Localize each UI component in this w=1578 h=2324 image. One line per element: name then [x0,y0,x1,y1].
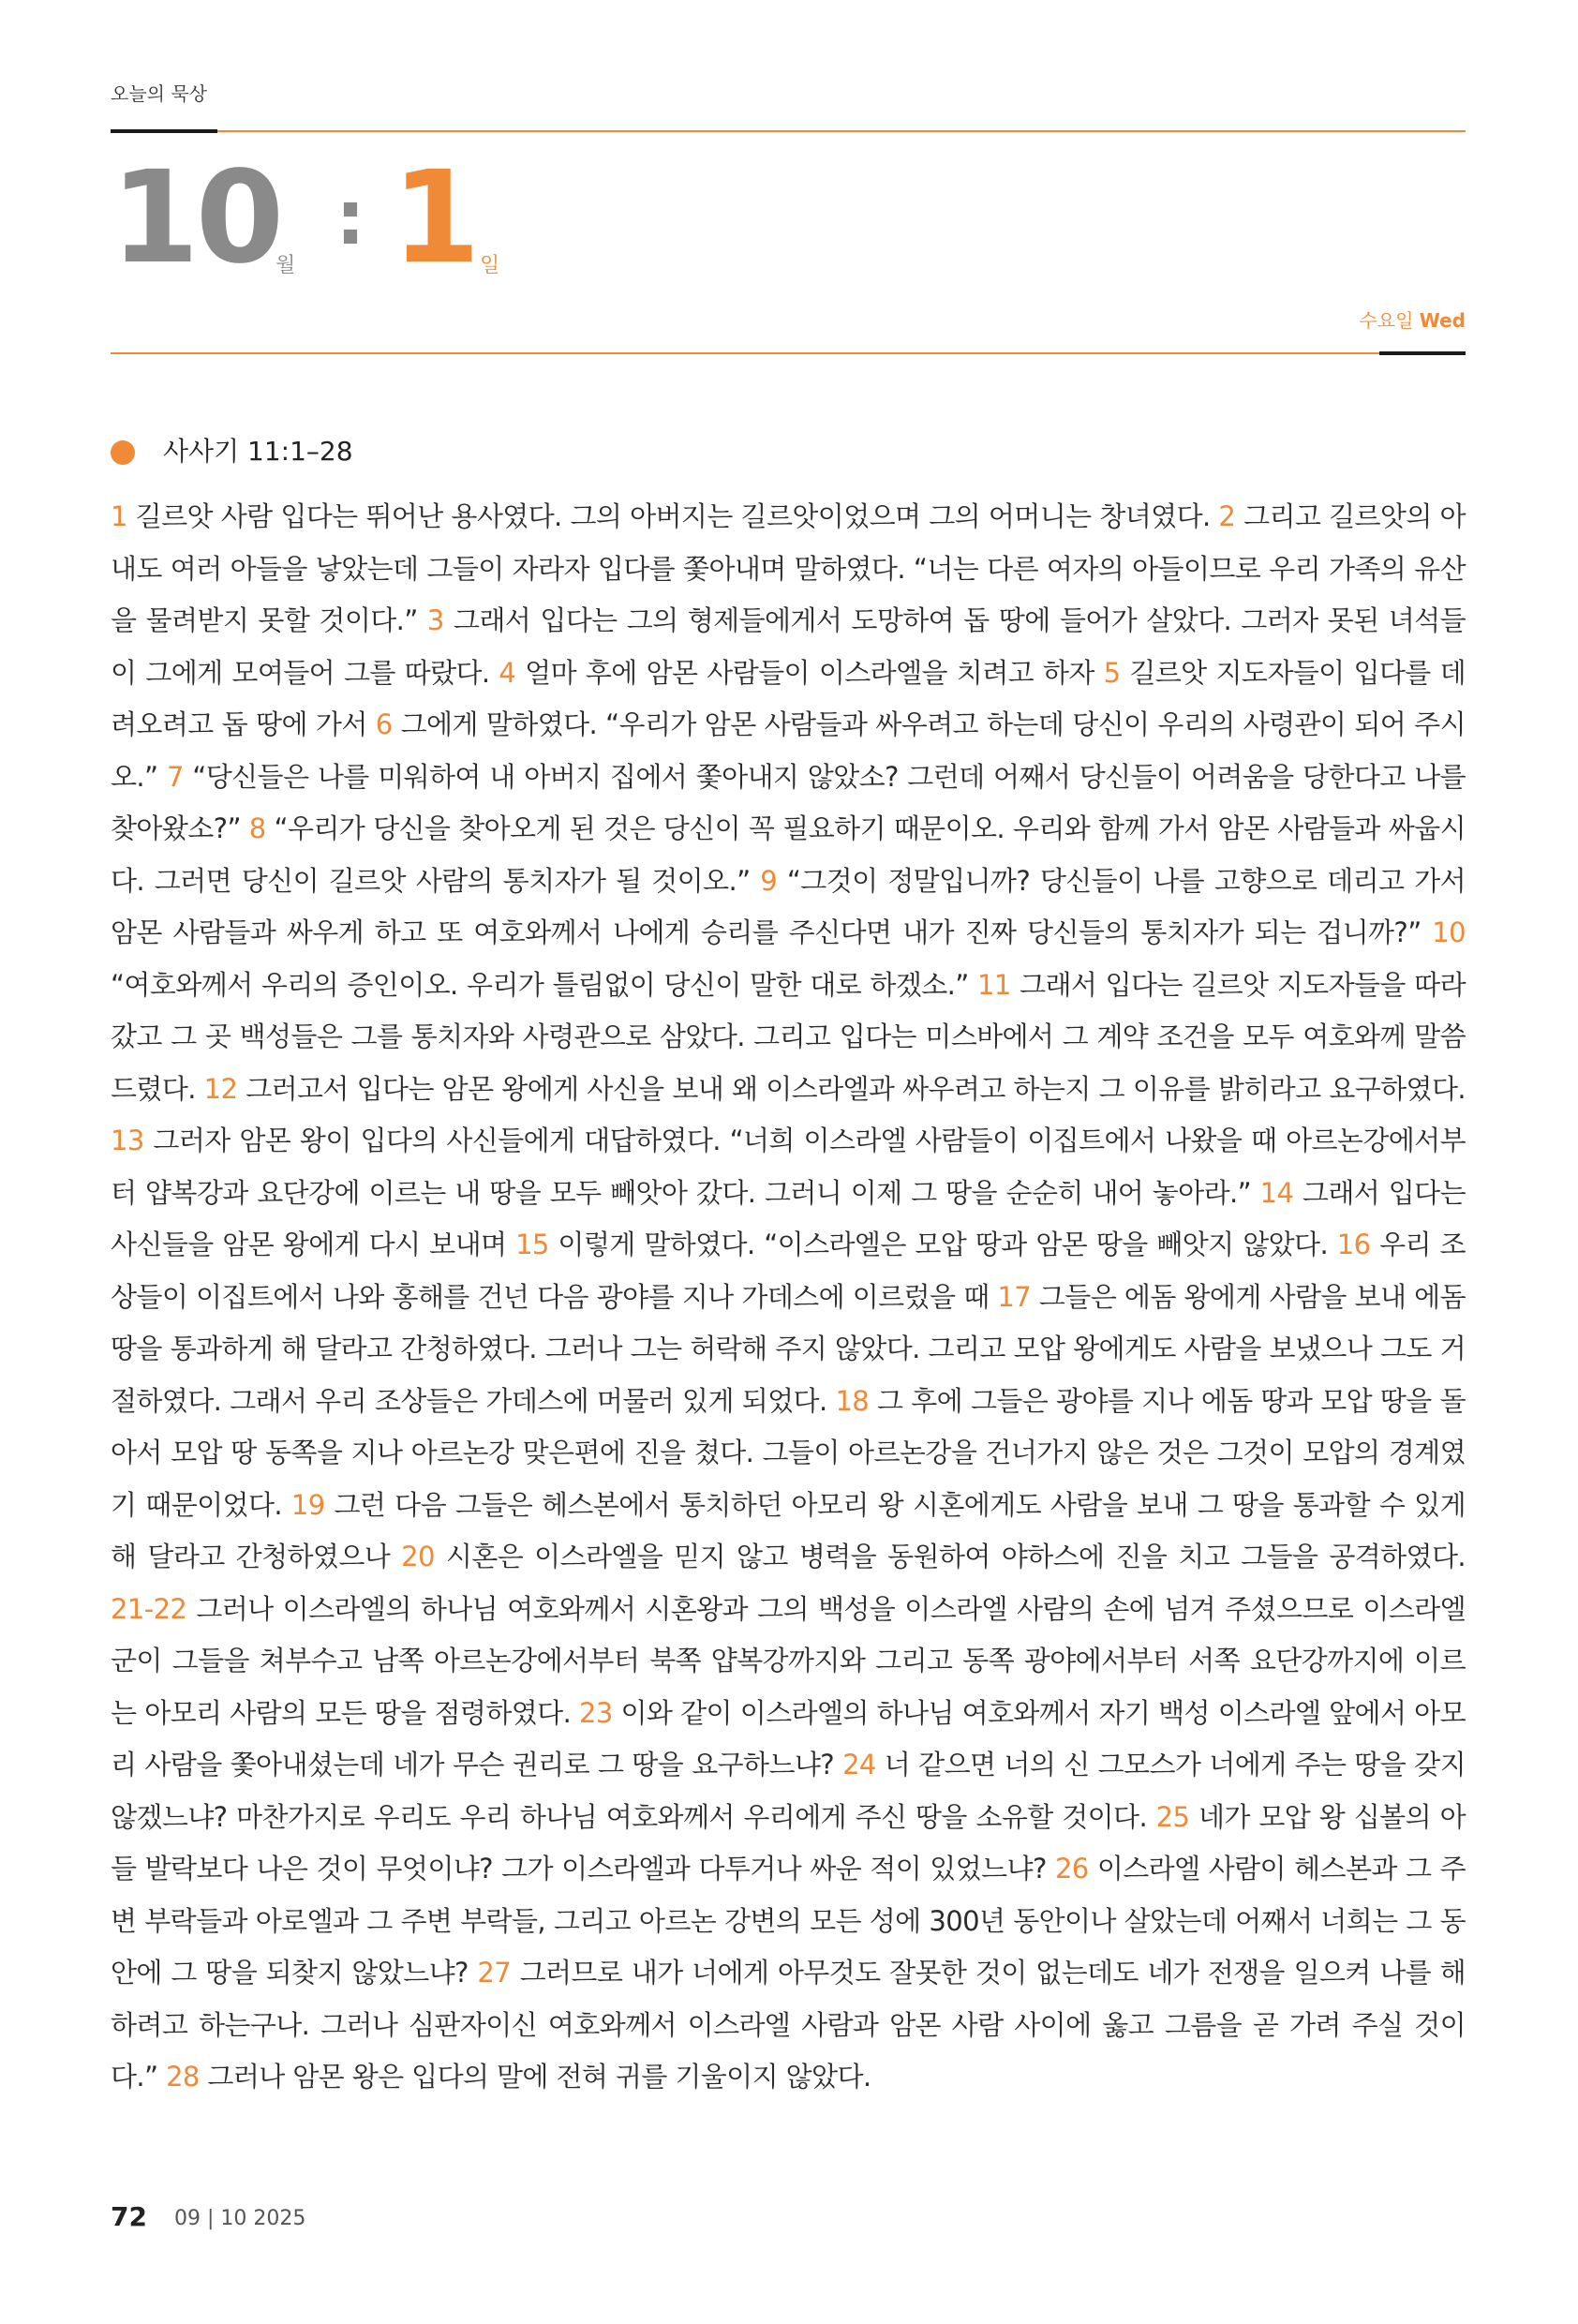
top-rule-thick [111,129,217,133]
verse-number: 11 [977,968,1020,1001]
verse-text: 그러나 이스라엘의 하나님 여호와께서 시혼왕과 그의 백성을 이스라엘 사람의 손에 넘겨 주셨으므로 이스라엘군이 그들을 쳐부수고 남쪽 아르논강에서부터 북쪽 얍복강까지와 그리고 동쪽 광야에서부터 서쪽 요단강까지에 이르는 아모리 사람의 모든 땅을 점령하였다. [111,1592,1466,1729]
verse-number: 24 [842,1749,885,1780]
mid-rule-thin [111,352,1422,354]
verse-text: “당신들은 나를 미워하여 내 아버지 집에서 쫓아내지 않았소? 그런데 어째서 당신들이 어려움을 당한다고 나를 찾아왔소?” [111,760,1466,844]
verse-number: 5 [1103,656,1130,689]
verse-number: 4 [499,656,526,689]
verse-number: 19 [290,1488,335,1521]
verse-number: 17 [997,1280,1039,1313]
verse-text: 얼마 후에 암몬 사람들이 이스라엘을 치려고 하자 [525,656,1104,689]
verse-text: 우리 조상들이 이집트에서 나와 홍해를 건넌 다음 광야를 지나 가데스에 이르렀을 때 [111,1229,1466,1313]
weekday-en: Wed [1419,309,1466,332]
verse-text: 그리고 길르앗의 아내도 여러 아들을 낳았는데 그들이 자라자 입다를 쫓아내며 말하였다. “너는 다른 여자의 아들이므로 우리 가족의 유산을 물려받지 못할 것이다.” [111,500,1466,636]
date-month-unit: 월 [275,254,296,277]
verse-text: 길르앗 지도자들이 입다를 데려오려고 돕 땅에 가서 [111,656,1466,740]
verse-text: 그러나 암몬 왕은 입다의 말에 전혀 귀를 기울이지 않았다. [207,2061,871,2093]
verse-text: 이렇게 말하였다. “이스라엘은 모압 땅과 암몬 땅을 빼앗지 않았다. [558,1229,1337,1260]
bullet-icon [111,440,135,465]
verse-text: 이스라엘 사람이 헤스본과 그 주변 부락들과 아로엘과 그 주변 부락들, 그리고 아르논 강변의 모든 성에 300년 동안이나 살았는데 어째서 너희는 그 동안에 그 땅을 되찾지 않았느냐? [111,1853,1466,1989]
verse-text: “우리가 당신을 찾아오게 된 것은 당신이 꼭 필요하기 때문이오. 우리와 함께 가서 암몬 사람들과 싸웁시다. 그러면 당신이 길르앗 사람의 통치자가 될 것이오.” [111,812,1466,897]
date-day-unit: 일 [480,254,500,277]
verse-text: 그래서 입다는 사신들을 암몬 왕에게 다시 보내며 [111,1176,1466,1260]
page-number: 72 [111,2201,147,2232]
weekday-ko: 수요일 [1359,309,1414,332]
weekday [1359,305,1466,333]
verse-number: 14 [1259,1176,1303,1209]
verse-text: “그것이 정말입니까? 당신들이 나를 고향으로 데리고 가서 암몬 사람들과 싸우게 하고 또 여호와께서 나에게 승리를 주신다면 내가 진짜 당신들의 통치자가 되는 겁니까?” [111,864,1466,948]
verse-text: 그래서 입다는 그의 형제들에게서 도망하여 돕 땅에 들어가 살았다. 그러자 못된 녀석들이 그에게 모여들어 그를 따랐다. [111,604,1466,689]
verse-text: 그러고서 입다는 암몬 왕에게 사신을 보내 왜 이스라엘과 싸우려고 하는지 그 이유를 밝히라고 요구하였다. [246,1072,1466,1105]
verse-number: 10 [1432,916,1466,948]
verse-text: 그러므로 내가 너에게 아무것도 잘못한 것이 없는데도 네가 전쟁을 일으켜 나를 해하려고 하는구나. 그러나 심판자이신 여호와께서 이스라엘 사람과 암몬 사람 사이에 옳고 그름을 곧 가려 주실 것이다.” [111,1957,1466,2093]
verse-text: 그런 다음 그들은 헤스본에서 통치하던 아모리 왕 시혼에게도 사람을 보내 그 땅을 통과할 수 있게 해 달라고 간청하였으나 [111,1488,1466,1572]
verse-number: 16 [1336,1229,1380,1260]
verse-number: 12 [203,1072,246,1105]
date-month: 10 [111,144,281,292]
reference-text: 사사기 11:1–28 [163,436,353,467]
verse-number: 26 [1054,1853,1097,1885]
verse-text: 네가 모압 왕 십볼의 아들 발락보다 나은 것이 무엇이냐? 그가 이스라엘과 다투거나 싸운 적이 있었느냐? [111,1800,1466,1885]
verse-number: 2 [1218,500,1244,532]
mid-rule-thick [1379,351,1466,355]
verse-number: 9 [760,864,787,897]
verse-text: 그래서 입다는 길르앗 지도자들을 따라갔고 그 곳 백성들은 그를 통치자와 사령관으로 삼았다. 그리고 입다는 미스바에서 그 계약 조건을 모두 여호와께 말씀드렸다. [111,968,1466,1105]
date-day: 1 [392,144,481,292]
verse-number: 7 [166,760,193,793]
verse-text: 그에게 말하였다. “우리가 암몬 사람들과 싸우려고 하는데 당신이 우리의 사령관이 되어 주시오.” [111,708,1466,793]
verse-text: 시혼은 이스라엘을 믿지 않고 병력을 동원하여 야하스에 진을 치고 그들을 공격하였다. [445,1541,1466,1572]
verse-number: 21-22 [111,1592,197,1625]
verse-text: 그 후에 그들은 광야를 지나 에돔 땅과 모압 땅을 돌아서 모압 땅 동쪽을 지나 아르논강 맞은편에 진을 쳤다. 그들이 아르논강을 건너가지 않은 것은 그것이 모압의 경계였기 때문이었다. [111,1384,1466,1521]
verse-text: 너 같으면 너의 신 그모스가 너에게 주는 땅을 갖지 않겠느냐? 마찬가지로 우리도 우리 하나님 여호와께서 우리에게 주신 땅을 소유할 것이다. [111,1749,1466,1833]
scripture-text [111,491,1466,2104]
verse-number: 18 [835,1384,877,1417]
verse-number: 3 [426,604,454,636]
verse-number: 23 [578,1696,621,1729]
verse-text: 그러자 암몬 왕이 입다의 사신들에게 대답하였다. “너희 이스라엘 사람들이 이집트에서 나왔을 때 아르논강에서부터 얍복강과 요단강에 이르는 내 땅을 모두 빼앗아 갔다. 그러니 이제 그 땅을 순순히 내어 놓아라.” [111,1125,1466,1209]
verse-number: 28 [166,2061,208,2093]
verse-number: 27 [477,1957,520,1989]
verse-number: 20 [401,1541,446,1572]
verse-number: 1 [111,500,136,532]
verse-number: 8 [248,812,275,844]
verse-text: “여호와께서 우리의 증인이오. 우리가 틀림없이 당신이 말한 대로 하겠소.” [111,968,978,1001]
verse-number: 6 [375,708,401,740]
section-label: 오늘의 묵상 [111,82,207,105]
verse-number: 13 [111,1125,154,1156]
date-colon: : [335,174,365,261]
verse-number: 15 [515,1229,558,1260]
verse-text: 이와 같이 이스라엘의 하나님 여호와께서 자기 백성 이스라엘 앞에서 아모리 사람을 쫓아내셨는데 네가 무슨 권리로 그 땅을 요구하느냐? [111,1696,1466,1780]
issue-date: 09 | 10 2025 [174,2207,306,2230]
verse-text: 길르앗 사람 입다는 뛰어난 용사였다. 그의 아버지는 길르앗이었으며 그의 어머니는 창녀였다. [135,500,1219,532]
top-rule-thin [217,130,1466,132]
verse-number: 25 [1155,1800,1198,1833]
verse-text: 그들은 에돔 왕에게 사람을 보내 에돔 땅을 통과하게 해 달라고 간청하였다. 그러나 그는 허락해 주지 않았다. 그리고 모압 왕에게도 사람을 보냈으나 그도 거절하였다. 그래서 우리 조상들은 가데스에 머물러 있게 되었다. [111,1280,1466,1417]
